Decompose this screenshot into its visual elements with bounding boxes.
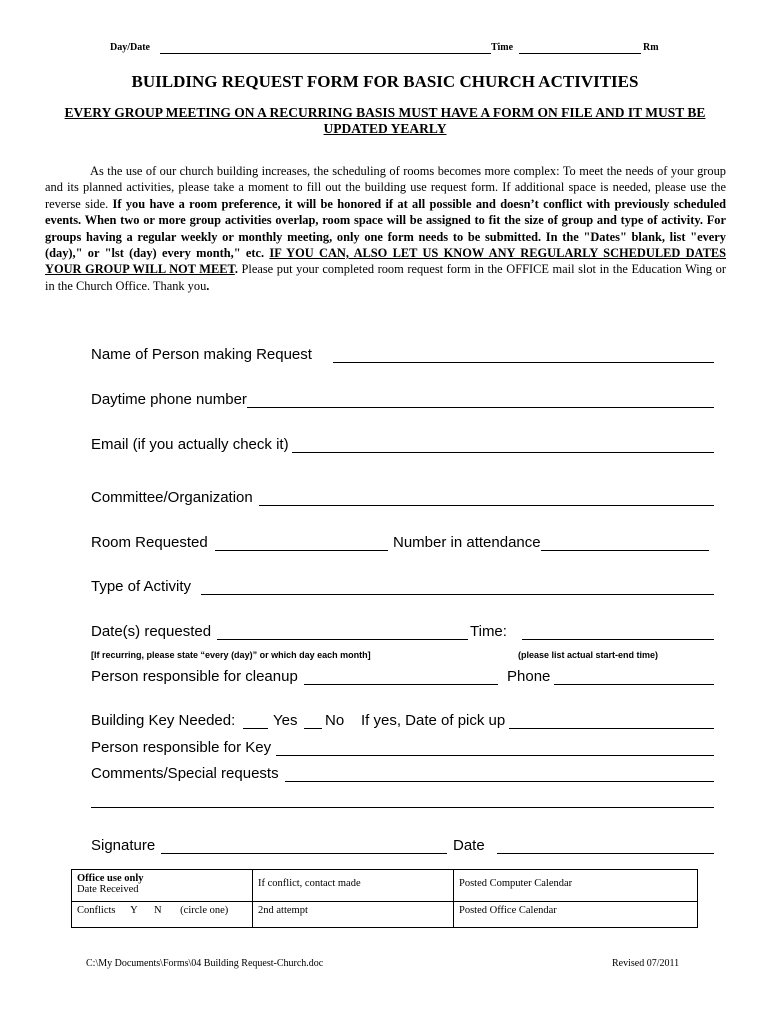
day-date-field[interactable] <box>160 53 491 54</box>
second-attempt: 2nd attempt <box>258 905 308 917</box>
activity-label: Type of Activity <box>91 578 192 595</box>
posted-computer-cell <box>454 870 698 902</box>
key-person-field[interactable] <box>276 755 714 756</box>
pickup-field[interactable] <box>509 728 714 729</box>
conflicts-n: N <box>153 905 162 917</box>
dates-label: Date(s) requested <box>91 623 212 640</box>
key-person-label: Person responsible for Key <box>91 739 272 756</box>
conflicts-cell <box>72 902 253 928</box>
intro-paragraph <box>45 163 726 294</box>
conflicts-y: Y <box>130 905 138 917</box>
footer-revised: Revised 07/2011 <box>612 958 680 969</box>
comments-label: Comments/Special requests <box>91 765 279 782</box>
page-subtitle: EVERY GROUP MEETING ON A RECURRING BASIS MUST HAVE A FORM ON FILE AND IT MUST BE UPDATED YEARLY <box>64 105 706 136</box>
page-title: BUILDING REQUEST FORM FOR BASIC CHURCH ACTIVITIES <box>131 72 639 91</box>
key-no-field[interactable] <box>304 728 322 729</box>
time-field[interactable] <box>522 639 714 640</box>
attendance-label: Number in attendance <box>393 534 541 551</box>
posted-office-cell <box>454 902 698 928</box>
office-use-cell <box>72 870 253 902</box>
phone-field[interactable] <box>247 407 714 408</box>
intro-text-3: IF YOU CAN, ALSO LET US KNOW ANY REGULARLY SCHEDULED DATES YOUR GROUP WILL NOT MEET <box>45 246 726 277</box>
intro-text-1: As the use of our church building increases, the scheduling of rooms becomes more complex: To meet the needs of your group and its planned activities, please take a moment to fill out the building use request form. If additional space is needed, please use the reverse side. <box>45 164 726 211</box>
email-field[interactable] <box>292 452 714 453</box>
intro-text-5: Please put your completed room request form in the OFFICE mail slot in the Education Wing or in the Church Office. Thank you <box>45 262 726 293</box>
intro-text-2: If you have a room preference, it will be honored if at all possible and doesn’t conflict with previously scheduled events. When two or more group activities overlap, room space will be assigned to fit the size of group and type of activity. For groups having a regular weekly or monthly meeting, only one form needs to be submitted. In the "Dates" blank, list "every (day)," or "lst (day) every month," etc. <box>45 196 726 261</box>
time-header-label: Time <box>491 42 514 53</box>
time-header-field[interactable] <box>519 53 641 54</box>
date-received: Date Received <box>77 884 139 895</box>
room-field[interactable] <box>215 550 388 551</box>
name-field[interactable] <box>333 362 714 363</box>
if-conflict: If conflict, contact made <box>258 878 361 889</box>
signature-field[interactable] <box>161 853 447 854</box>
office-use-table <box>71 869 698 928</box>
time-hint: (please list actual start-end time) <box>518 650 659 660</box>
posted-office: Posted Office Calendar <box>459 905 557 917</box>
circle-one: (circle one) <box>180 905 229 917</box>
pickup-label: If yes, Date of pick up <box>361 712 506 729</box>
comments-field-line-2[interactable] <box>91 807 714 808</box>
cleanup-phone-field[interactable] <box>554 684 714 685</box>
rm-label: Rm <box>643 42 659 53</box>
footer-file-path: C:\My Documents\Forms\04 Building Request-Church.doc <box>86 958 324 969</box>
comments-field[interactable] <box>285 781 714 782</box>
cleanup-phone-label: Phone <box>507 668 551 685</box>
committee-field[interactable] <box>259 505 714 506</box>
signature-label: Signature <box>91 837 156 854</box>
email-label: Email (if you actually check it) <box>91 436 289 453</box>
key-yes-label: Yes <box>273 712 298 729</box>
day-date-label: Day/Date <box>110 42 150 53</box>
key-no-label: No <box>325 712 345 729</box>
time-label: Time: <box>470 623 507 640</box>
conflicts: Conflicts <box>77 905 116 917</box>
activity-field[interactable] <box>201 594 714 595</box>
second-attempt-cell <box>253 902 454 928</box>
posted-computer: Posted Computer Calendar <box>459 878 573 889</box>
phone-label: Daytime phone number <box>91 391 247 408</box>
if-conflict-cell <box>253 870 454 902</box>
key-yes-field[interactable] <box>243 728 268 729</box>
intro-text-4: . <box>234 262 238 277</box>
key-needed-label: Building Key Needed: <box>91 712 236 729</box>
date-label: Date <box>453 837 485 854</box>
intro-text-6: . <box>206 278 210 293</box>
date-field[interactable] <box>497 853 714 854</box>
cleanup-field[interactable] <box>304 684 498 685</box>
dates-hint: [If recurring, please state “every (day)” or which day each month] <box>91 650 371 660</box>
office-use-only: Office use only <box>77 873 144 884</box>
dates-field[interactable] <box>217 639 468 640</box>
attendance-field[interactable] <box>541 550 709 551</box>
cleanup-label: Person responsible for cleanup <box>91 668 298 685</box>
committee-label: Committee/Organization <box>91 489 253 506</box>
name-label: Name of Person making Request <box>91 346 312 363</box>
room-label: Room Requested <box>91 534 208 551</box>
